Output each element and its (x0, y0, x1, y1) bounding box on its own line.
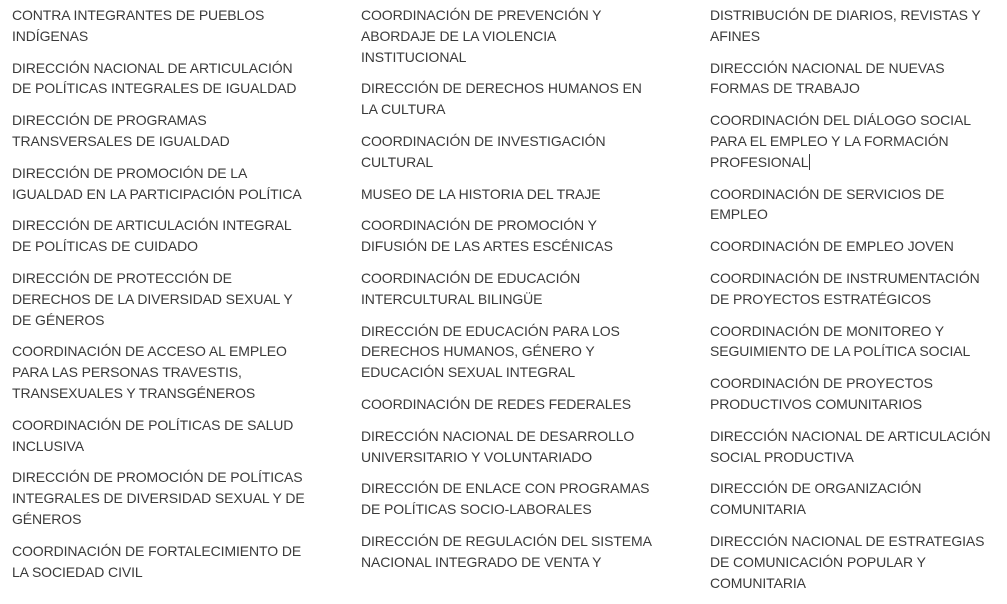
list-item: COORDINACIÓN DE EMPLEO JOVEN (710, 238, 954, 255)
list-item: COORDINACIÓN DE ACCESO AL EMPLEO PARA LAS PERSONAS TRAVESTIS, TRANSEXUALES Y TRANSGÉNEROS (12, 343, 287, 401)
list-item: DISTRIBUCIÓN DE DIARIOS, REVISTAS Y AFINES (710, 7, 981, 44)
list-item: DIRECCIÓN DE PROMOCIÓN DE POLÍTICAS INTEGRALES DE DIVERSIDAD SEXUAL Y DE GÉNEROS (12, 469, 305, 527)
list-item: DIRECCIÓN DE DERECHOS HUMANOS EN LA CULTURA (361, 80, 642, 118)
list-item: DIRECCIÓN DE ORGANIZACIÓN COMUNITARIA (710, 480, 922, 518)
list-item: COORDINACIÓN DE SERVICIOS DE EMPLEO (710, 185, 945, 223)
list-item: DIRECCIÓN NACIONAL DE NUEVAS FORMAS DE TRABAJO (710, 59, 945, 97)
list-item: COORDINACIÓN DE INSTRUMENTACIÓN DE PROYECTOS ESTRATÉGICOS (710, 269, 980, 307)
column-2 (361, 5, 681, 584)
list-item: COORDINACIÓN DE POLÍTICAS DE SALUD INCLUSIVA (12, 416, 294, 454)
list-item: MUSEO DE LA HISTORIA DEL TRAJE (361, 185, 601, 202)
list-item: DIRECCIÓN DE PROTECCIÓN DE DERECHOS DE LA DIVERSIDAD SEXUAL Y DE GÉNEROS (12, 269, 293, 328)
list-item-text[interactable]: COORDINACIÓN DEL DIÁLOGO SOCIAL PARA EL EMPLEO Y LA FORMACIÓN PROFESIONAL (710, 112, 971, 170)
list-item: COORDINACIÓN DE PREVENCIÓN Y ABORDAJE DE LA VIOLENCIA INSTITUCIONAL (361, 7, 602, 65)
list-item: DIRECCIÓN DE ENLACE CON PROGRAMAS DE POLÍTICAS SOCIO-LABORALES (361, 480, 650, 518)
list-item: DIRECCIÓN DE ARTICULACIÓN INTEGRAL DE POLÍTICAS DE CUIDADO (12, 217, 292, 255)
list-item: DIRECCIÓN DE PROMOCIÓN DE LA IGUALDAD EN LA PARTICIPACIÓN POLÍTICA (12, 164, 302, 202)
list-item: COORDINACIÓN DE INVESTIGACIÓN CULTURAL (361, 132, 606, 170)
list-item: DIRECCIÓN NACIONAL DE ARTICULACIÓN DE POLÍTICAS INTEGRALES DE IGUALDAD (12, 59, 297, 97)
column-1 (12, 5, 332, 593)
list-item: DIRECCIÓN NACIONAL DE DESARROLLO UNIVERSITARIO Y VOLUNTARIADO (361, 427, 635, 465)
list-item: DIRECCIÓN DE REGULACIÓN DEL SISTEMA NACIONAL INTEGRADO DE VENTA Y (361, 532, 652, 570)
list-item: DIRECCIÓN DE PROGRAMAS TRANSVERSALES DE IGUALDAD (12, 112, 230, 149)
list-item: COORDINACIÓN DE FORTALECIMIENTO DE LA SOCIEDAD CIVIL (12, 542, 302, 580)
text-cursor (809, 154, 810, 170)
list-item: DIRECCIÓN NACIONAL DE ARTICULACIÓN SOCIAL PRODUCTIVA (710, 427, 991, 465)
list-item: COORDINACIÓN DE PROYECTOS PRODUCTIVOS COMUNITARIOS (710, 375, 933, 412)
list-item: COORDINACIÓN DE EDUCACIÓN INTERCULTURAL BILINGÜE (361, 269, 581, 307)
column-3 (710, 5, 1007, 604)
list-item: COORDINACIÓN DE MONITOREO Y SEGUIMIENTO DE LA POLÍTICA SOCIAL (710, 322, 971, 360)
list-item: COORDINACIÓN DE PROMOCIÓN Y DIFUSIÓN DE LAS ARTES ESCÉNICAS (361, 217, 613, 255)
list-item: CONTRA INTEGRANTES DE PUEBLOS INDÍGENAS (12, 7, 265, 44)
list-item-editable[interactable] (710, 110, 1007, 172)
list-item: COORDINACIÓN DE REDES FEDERALES (361, 395, 631, 412)
list-item: DIRECCIÓN NACIONAL DE ESTRATEGIAS DE COMUNICACIÓN POPULAR Y COMUNITARIA (710, 532, 985, 591)
list-item: DIRECCIÓN DE EDUCACIÓN PARA LOS DERECHOS HUMANOS, GÉNERO Y EDUCACIÓN SEXUAL INTEGRAL (361, 322, 620, 381)
